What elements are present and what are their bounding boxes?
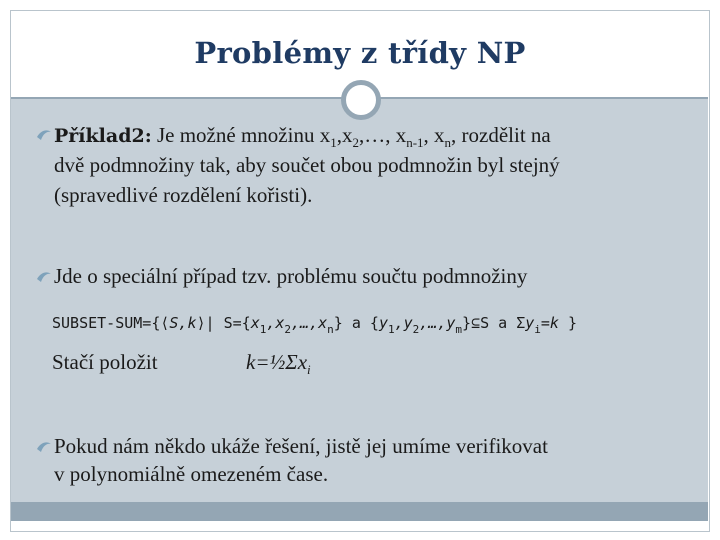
subscript: 1: [330, 135, 337, 150]
example-text: ,x: [336, 123, 353, 147]
subscript: 2: [284, 323, 292, 336]
formula-text: =k: [540, 314, 559, 332]
subscript: i: [307, 362, 311, 377]
sufficient-formula: [246, 348, 311, 384]
formula-text: k=½Σx: [246, 350, 308, 374]
subscript: 1: [259, 323, 267, 336]
formula-text: ,y: [394, 314, 413, 332]
example-label: Příklad2:: [54, 125, 152, 147]
formula-text: x: [250, 314, 260, 332]
formula-text: S,k: [169, 314, 197, 332]
example-text: , x: [423, 123, 445, 147]
swoosh-bullet-icon: [36, 440, 52, 454]
formula-text: ,…,y: [419, 314, 456, 332]
formula-text: }⊆S a Σ: [462, 314, 526, 332]
subscript: i: [534, 323, 541, 336]
swoosh-bullet-icon: [36, 128, 52, 142]
subscript: 2: [352, 135, 359, 150]
example-text: , rozdělit na: [451, 123, 551, 147]
subscript: 2: [412, 323, 420, 336]
swoosh-bullet-icon: [36, 270, 52, 284]
subset-sum-definition: [52, 314, 577, 336]
special-case-text: Jde o speciální případ tzv. problému součtu podmnožiny: [54, 264, 528, 288]
example-line-3: (spravedlivé rozdělení kořisti).: [54, 183, 313, 207]
formula-text: ,…,x: [291, 314, 328, 332]
sufficient-label: Stačí položit: [52, 350, 158, 374]
verify-line-2: v polynomiálně omezeném čase.: [54, 462, 329, 486]
formula-text: y: [525, 314, 535, 332]
slide-title: Problémy z třídy NP: [194, 36, 526, 70]
subscript: n-1: [406, 135, 424, 150]
verify-line-1: Pokud nám někdo ukáže řešení, jistě jej umíme verifikovat: [54, 434, 548, 458]
example-text: Je možné množinu x: [151, 123, 331, 147]
example-text: ,…, x: [358, 123, 407, 147]
circle-ornament-icon: [341, 80, 381, 120]
subscript: n: [327, 323, 334, 336]
subscript: n: [444, 135, 452, 150]
subscript: m: [455, 323, 463, 336]
example-line-2: dvě podmnožiny tak, aby součet obou podmnožin byl stejný: [54, 153, 560, 177]
formula-text: ⟩| S={: [196, 314, 251, 332]
formula-text: } a {: [333, 314, 379, 332]
formula-text: SUBSET-SUM={⟨: [52, 314, 170, 332]
subscript: 1: [387, 323, 395, 336]
footer-bar: [11, 502, 708, 521]
formula-text: }: [558, 314, 578, 332]
formula-text: y: [378, 314, 388, 332]
formula-text: ,x: [266, 314, 285, 332]
